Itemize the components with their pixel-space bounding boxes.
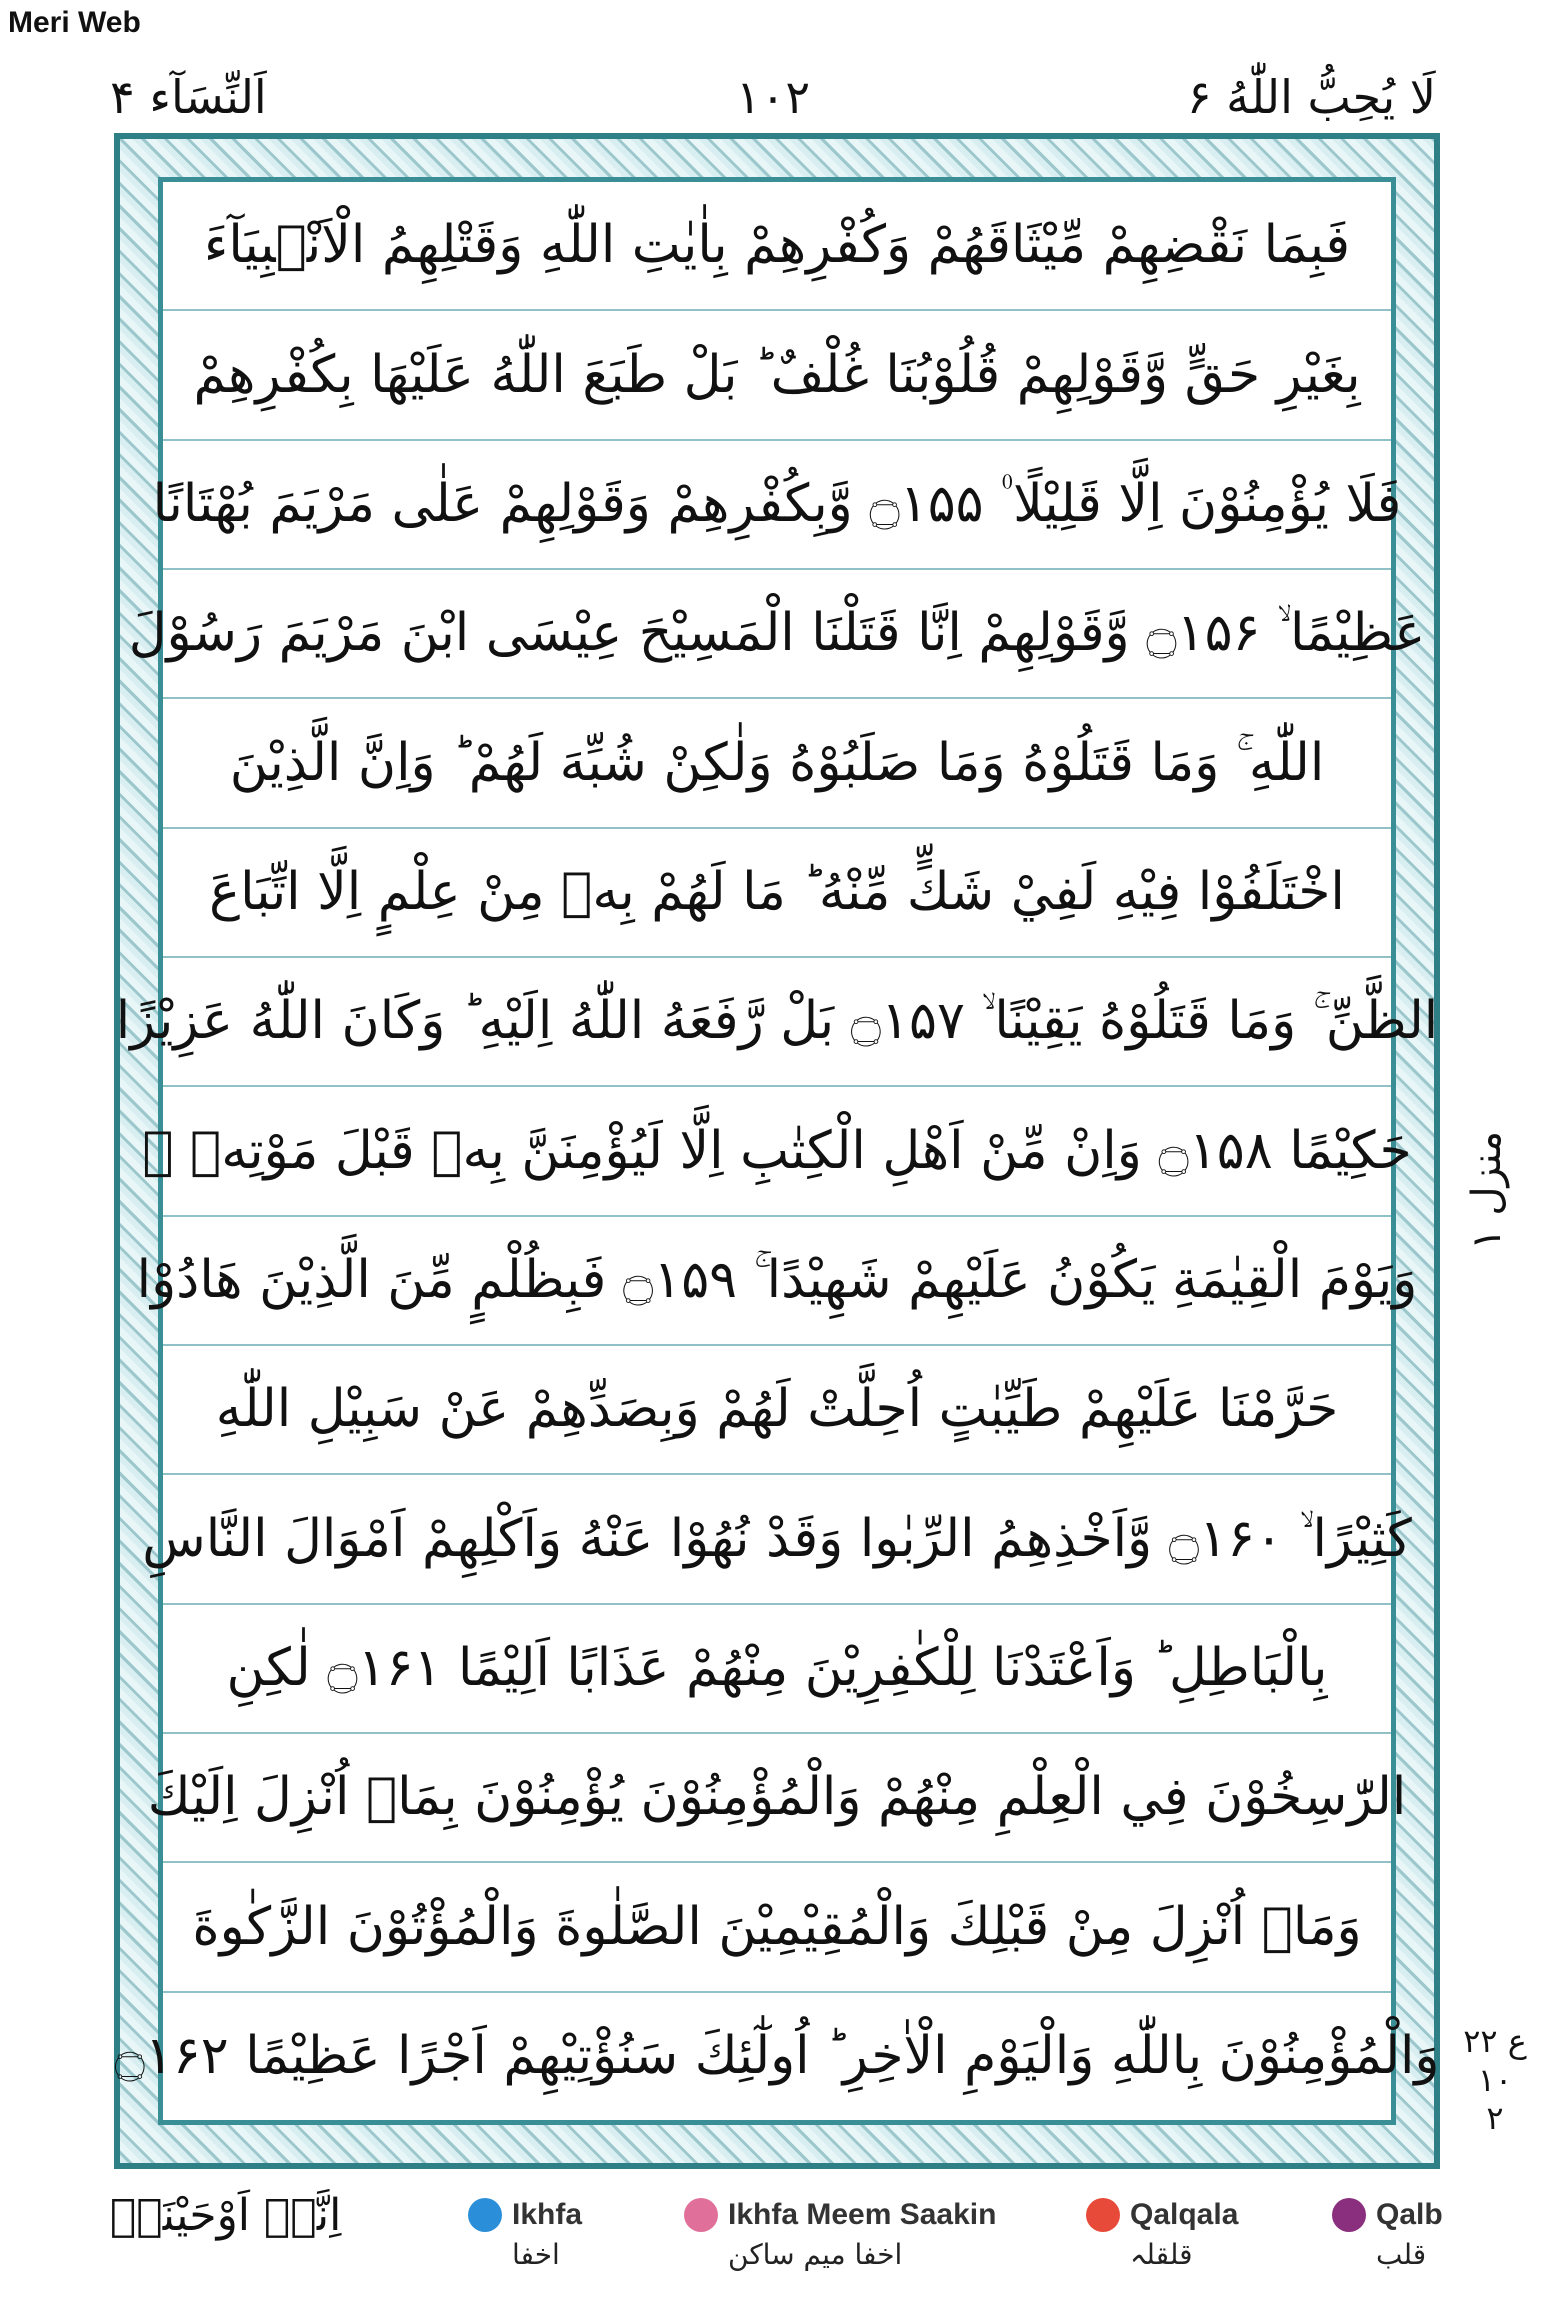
ruku-text: ع ۲۲ ۱۰ ۲: [1463, 2022, 1527, 2138]
catchword: اِنَّاۤ اَوْحَيْنَاۤ: [110, 2190, 342, 2241]
surah-name: اَلنِّسَآء ۴: [110, 70, 267, 124]
verse-line-15: [114, 1993, 1440, 2120]
ikhfa-meem-color-dot: [684, 2198, 718, 2232]
verse-line-13: [147, 1734, 1407, 1863]
manzil-marker: [1452, 1080, 1522, 1300]
legend-urdu-label: قلب: [1376, 2238, 1427, 2271]
line-text: اخْتَلَفُوْا فِيْهِ لَفِيْ شَكٍّ مِّنْهُ ؕ مَا لَهُمْ بِهٖ مِنْ عِلْمٍ اِلَّا اتِّبَاعَ: [209, 862, 1345, 923]
text-panel: [114, 177, 1440, 2125]
legend-qalqala: [1086, 2198, 1238, 2271]
line-text: فَبِمَا نَقْضِهِمْ مِّيْثَاقَهُمْ وَكُفْرِهِمْ بِاٰيٰتِ اللّٰهِ وَقَتْلِهِمُ الْاَنْۢبِيَآءَ: [203, 215, 1351, 276]
verse-line-10: [163, 1346, 1391, 1475]
line-text: كَثِيْرًا ۙ ۝۱۶۰ وَّاَخْذِهِمُ الرِّبٰوا وَقَدْ نُهُوْا عَنْهُ وَاَكْلِهِمْ اَمْوَالَ النَّاسِ: [142, 1508, 1412, 1569]
line-text: حَرَّمْنَا عَلَيْهِمْ طَيِّبٰتٍ اُحِلَّتْ لَهُمْ وَبِصَدِّهِمْ عَنْ سَبِيْلِ اللّٰهِ: [215, 1379, 1339, 1440]
verse-line-14: [163, 1863, 1391, 1992]
verse-line-8: [142, 1087, 1412, 1216]
verse-line-5: [163, 699, 1391, 828]
ruku-marker: [1450, 2005, 1540, 2155]
legend-urdu-label: اخفا: [512, 2238, 560, 2271]
legend-urdu-label: اخفا میم ساکن: [728, 2238, 903, 2271]
line-text: الظَّنِّ ۚ وَمَا قَتَلُوْهُ يَقِيْنًا ۙ ۝۱۵۷ بَلْ رَّفَعَهُ اللّٰهُ اِلَيْهِ ؕ وَكَانَ اللّٰهُ عَزِيْزًا: [115, 991, 1439, 1052]
legend-ikhfa-meem-saakin: [684, 2198, 996, 2271]
legend-label: Qalqala: [1130, 2198, 1239, 2231]
verse-line-6: [163, 829, 1391, 958]
legend-label: Qalb: [1376, 2198, 1443, 2231]
verse-line-1: [163, 182, 1391, 311]
manzil-text: منزل ۱: [1464, 1130, 1510, 1250]
page-footer: [0, 2180, 1556, 2300]
line-text: وَمَاۤ اُنْزِلَ مِنْ قَبْلِكَ وَالْمُقِيْمِيْنَ الصَّلٰوةَ وَالْمُؤْتُوْنَ الزَّكٰوةَ: [192, 1896, 1362, 1957]
verse-line-9: [136, 1217, 1418, 1346]
line-text: اللّٰهِ ۚ وَمَا قَتَلُوْهُ وَمَا صَلَبُوْهُ وَلٰكِنْ شُبِّهَ لَهُمْ ؕ وَاِنَّ الَّذِيْنَ: [229, 732, 1325, 793]
qalqala-color-dot: [1086, 2198, 1120, 2232]
ikhfa-color-dot: [468, 2198, 502, 2232]
verse-line-7: [115, 958, 1439, 1087]
legend-qalb: [1332, 2198, 1443, 2271]
page-header: [110, 62, 1436, 132]
qalb-color-dot: [1332, 2198, 1366, 2232]
juz-name: لَا يُحِبُّ اللّٰهُ ۶: [1186, 70, 1436, 124]
legend-label: Ikhfa Meem Saakin: [728, 2198, 997, 2231]
page-number: ۱۰۲: [735, 70, 811, 124]
verse-line-3: [152, 441, 1402, 570]
legend-urdu-label: قلقلہ: [1130, 2238, 1193, 2271]
line-text: عَظِيْمًا ۙ ۝۱۵۶ وَّقَوْلِهِمْ اِنَّا قَتَلْنَا الْمَسِيْحَ عِيْسَى ابْنَ مَرْيَمَ رَسُوْلَ: [128, 603, 1426, 664]
line-text: وَيَوْمَ الْقِيٰمَةِ يَكُوْنُ عَلَيْهِمْ شَهِيْدًا ۚ ۝۱۵۹ فَبِظُلْمٍ مِّنَ الَّذِيْنَ هَادُوْا: [136, 1250, 1418, 1311]
verse-line-2: [163, 311, 1391, 440]
line-text: حَكِيْمًا ۝۱۵۸ وَاِنْ مِّنْ اَهْلِ الْكِتٰبِ اِلَّا لَيُؤْمِنَنَّ بِهٖ قَبْلَ مَوْتِهٖ ۚ: [142, 1120, 1412, 1181]
verse-line-12: [163, 1605, 1391, 1734]
legend-ikhfa: [468, 2198, 582, 2271]
brand-title: Meri Web: [8, 6, 141, 39]
verse-lines: [114, 182, 1440, 2120]
page-frame: [114, 133, 1440, 2169]
line-text: فَلَا يُؤْمِنُوْنَ اِلَّا قَلِيْلًا ۠ ۝۱۵۵ وَّبِكُفْرِهِمْ وَقَوْلِهِمْ عَلٰى مَرْيَمَ بُهْتَانًا: [152, 474, 1402, 535]
line-text: وَالْمُؤْمِنُوْنَ بِاللّٰهِ وَالْيَوْمِ الْاٰخِرِ ؕ اُولٰٓئِكَ سَنُؤْتِيْهِمْ اَجْرًا عَظِيْمًا ۝۱۶۲: [114, 2026, 1440, 2087]
verse-line-4: [128, 570, 1426, 699]
line-text: بِغَيْرِ حَقٍّ وَّقَوْلِهِمْ قُلُوْبُنَا غُلْفٌ ؕ بَلْ طَبَعَ اللّٰهُ عَلَيْهَا بِكُفْرِهِمْ: [193, 344, 1361, 405]
legend-label: Ikhfa: [512, 2198, 583, 2231]
line-text: الرّٰسِخُوْنَ فِي الْعِلْمِ مِنْهُمْ وَالْمُؤْمِنُوْنَ يُؤْمِنُوْنَ بِمَاۤ اُنْزِلَ اِلَيْكَ: [147, 1767, 1407, 1828]
verse-line-11: [142, 1475, 1412, 1604]
line-text: بِالْبَاطِلِ ؕ وَاَعْتَدْنَا لِلْكٰفِرِيْنَ مِنْهُمْ عَذَابًا اَلِيْمًا ۝۱۶۱ لٰكِنِ: [226, 1638, 1328, 1699]
